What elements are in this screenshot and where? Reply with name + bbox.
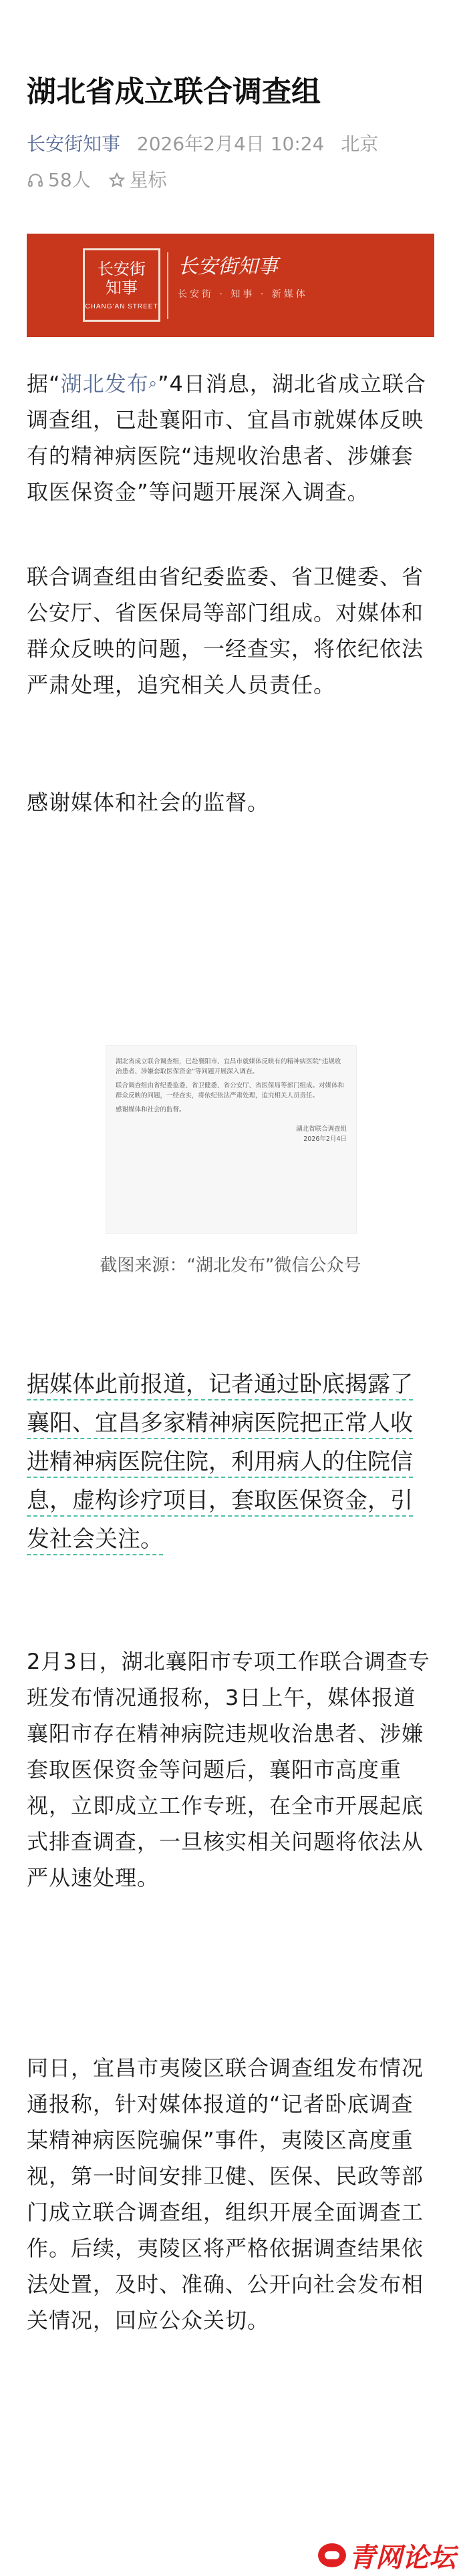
banner-tagline: 长安街 · 知事 · 新媒体: [178, 289, 308, 300]
banner-signature: 长安街知事: [178, 255, 278, 278]
listen-button[interactable]: [27, 167, 91, 194]
banner-divider: [167, 252, 168, 319]
chat-bubble-icon: [318, 2543, 346, 2567]
screenshot-signer: 湖北省联合调查组: [295, 1125, 347, 1133]
article-meta: [27, 131, 378, 158]
banner-logo: 长安街 知事 CHANG'AN STREET: [83, 248, 160, 322]
site-watermark: 青网论坛: [318, 2537, 456, 2574]
paragraph-5: 同日，宜昌市夷陵区联合调查组发布情况通报称，针对媒体报道的“记者卧底调查某精神病医院骗保”事件，夷陵区高度重视，第一时间安排卫健、医保、民政等部门成立联合调查组，组织开展全面调查工作。后续，夷陵区将严格依据调查结果依法处置，及时、准确、公开向社会发布相关情况，回应公众关切。: [27, 2055, 424, 2333]
paragraph-3: 感谢媒体和社会的监督。: [27, 790, 270, 815]
publish-date: 2026年2月4日 10:24: [136, 133, 325, 155]
paragraph-4: 2月3日，湖北襄阳市专项工作联合调查专班发布情况通报称，3日上午，媒体报道襄阳市存在精神病院违规收治患者、涉嫌套取医保资金等问题后，襄阳市高度重视，立即成立工作专班，在全市开展起底式排查调查，一旦核实相关问题将依法从严从速处理。: [27, 1649, 430, 1890]
article-stats: [27, 167, 184, 194]
headphones-icon: [27, 172, 44, 189]
article-title: 湖北省成立联合调查组: [27, 75, 321, 109]
screenshot-date: 2026年2月4日: [303, 1135, 347, 1143]
author-link[interactable]: 长安街知事: [27, 133, 121, 155]
search-icon[interactable]: ⌕: [148, 375, 158, 392]
header-banner: [27, 234, 434, 337]
image-caption: 截图来源：“湖北发布”微信公众号: [100, 1256, 361, 1276]
highlighted-paragraph: 据媒体此前报道，记者通过卧底揭露了襄阳、宜昌多家精神病医院把正常人收进精神病医院住院，利用病人的住院信息，虚构诊疗项目，套取医保资金，引发社会关注。: [27, 1365, 434, 1559]
announcement-screenshot: 湖北省成立联合调查组，已赴襄阳市、宜昌市就媒体反映有的精神病医院“违规收治患者、涉嫌套取医保资金”等问题开展深入调查。 联合调查组由省纪委监委、省卫健委、省公安厅、省医保局等部门组成。对媒体和群众反映的问题，一经查实，将依纪依法严肃处理，追究相关人员责任。 感谢媒体和社会的监督。 湖北省联合调查组 2026年2月4日: [106, 1045, 357, 1234]
star-label: 星标: [129, 169, 167, 191]
star-icon: [108, 172, 126, 189]
source-link[interactable]: 湖北发布: [60, 371, 149, 397]
paragraph-2: 联合调查组由省纪委监委、省卫健委、省公安厅、省医保局等部门组成。对媒体和群众反映的问题，一经查实，将依纪依法严肃处理，追究相关人员责任。: [27, 564, 424, 698]
publish-location: 北京: [341, 133, 379, 155]
star-button[interactable]: [108, 167, 167, 194]
paragraph-1: 据“湖北发布⌕”4日消息，湖北省成立联合调查组，已赴襄阳市、宜昌市就媒体反映有的精神病医院“违规收治患者、涉嫌套取医保资金”等问题开展深入调查。: [27, 371, 426, 505]
listeners-count: 58人: [48, 169, 91, 191]
